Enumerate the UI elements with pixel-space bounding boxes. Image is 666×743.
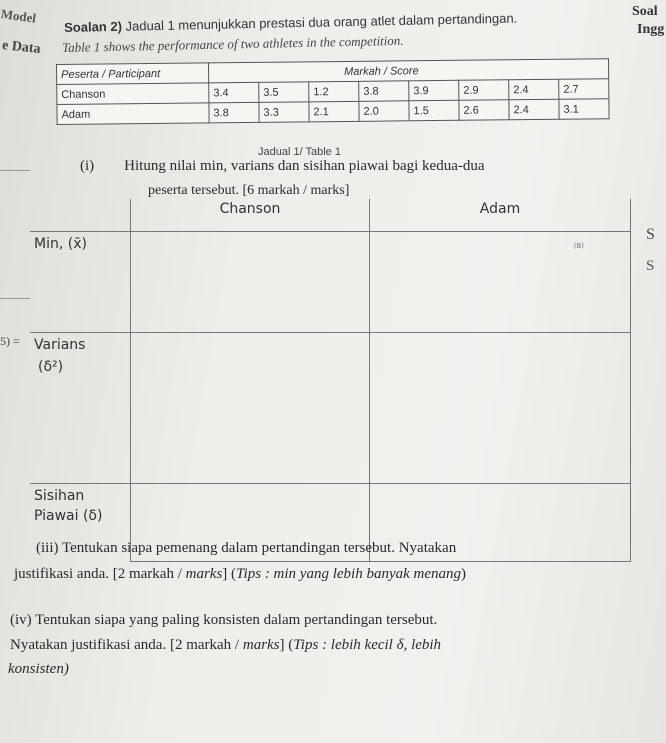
row-label-varians-symbol: (δ²): [38, 359, 64, 375]
part-iii-line2: [14, 566, 466, 583]
row-label-sisihan-text: Sisihan: [34, 488, 85, 504]
score-cell: 1.5: [409, 100, 459, 121]
score-cell: 3.3: [259, 102, 309, 123]
score-cell: 3.9: [409, 80, 459, 101]
margin-text-s2: S: [646, 258, 655, 274]
answer-cell-adam-min[interactable]: [370, 232, 631, 333]
row-label-varians-text: Varians: [34, 337, 86, 353]
table-caption: Jadual 1/ Table 1: [258, 146, 341, 158]
part-iii-tip: Tips : min yang lebih banyak menang: [236, 566, 462, 582]
score-cell: 2.6: [459, 100, 509, 121]
answer-cell-chanson-varians[interactable]: [131, 333, 370, 484]
row-label-varians: [30, 333, 131, 484]
part-iv-line1: (iv) Tentukan siapa yang paling konsisten dalam pertandingan tersebut.: [10, 612, 438, 628]
answer-cell-chanson-min[interactable]: [131, 232, 370, 333]
header-adam: Adam: [370, 199, 631, 232]
score-table: [56, 58, 610, 125]
part-iv-line2: [10, 637, 441, 654]
row-label-min: Min, (x̄): [30, 232, 131, 333]
score-cell: 2.1: [309, 101, 359, 122]
part-iv-text: Nyatakan justifikasi anda. [2 markah /: [10, 637, 243, 653]
part-iii-line1: (iii) Tentukan siapa pemenang dalam pertandingan tersebut. Nyatakan: [36, 540, 457, 556]
margin-text-model: Model: [0, 6, 38, 26]
empty-corner: [30, 199, 131, 232]
answer-table-header: [30, 199, 631, 232]
margin-rule: [0, 170, 30, 171]
question-number: Soalan 2): [64, 18, 123, 35]
part-i-text: Hitung nilai min, varians dan sisihan piawai bagi kedua-dua: [124, 158, 485, 174]
question-subheading: Table 1 shows the performance of two athletes in the competition.: [62, 32, 404, 55]
part-iv-line3: konsisten): [8, 661, 69, 677]
answer-table: [30, 199, 631, 562]
header-score: Markah / Score: [208, 59, 608, 83]
score-cell: 3.8: [359, 81, 409, 102]
question-heading-text: Jadual 1 menunjukkan prestasi dua orang atlet dalam pertandingan.: [125, 10, 518, 34]
row-label-piawai-text: Piawai (δ): [34, 508, 103, 524]
margin-text-s1: S: [646, 226, 655, 243]
table-row: [30, 333, 631, 484]
part-i-line1: [80, 158, 485, 175]
part-i-line2: peserta tersebut. [6 markah / marks]: [148, 183, 350, 198]
margin-text-soal: Soal: [632, 4, 658, 19]
part-i-label: (i): [80, 158, 95, 174]
score-cell: 2.4: [509, 99, 559, 120]
part-iv-marks: marks: [242, 637, 280, 653]
margin-rule: [0, 298, 30, 299]
margin-text-equation: 5) =: [0, 334, 20, 348]
part-iii-close: ): [461, 566, 467, 582]
tiny-mark: (B): [573, 242, 584, 250]
part-iii-bracket: ] (: [222, 566, 237, 582]
margin-text-data: e Data: [1, 38, 42, 57]
participant-name: Adam: [57, 103, 209, 125]
table-row: [30, 232, 631, 333]
score-cell: 3.4: [209, 82, 259, 103]
part-iv-tip: Tips : lebih kecil δ, lebih: [293, 637, 442, 653]
participant-name: Chanson: [57, 83, 209, 105]
question-heading: [64, 11, 517, 35]
score-cell: 3.8: [209, 102, 259, 123]
score-cell: 1.2: [309, 81, 359, 102]
score-cell: 2.9: [459, 80, 509, 101]
score-cell: 2.7: [559, 79, 609, 100]
header-chanson: Chanson: [131, 199, 370, 232]
margin-text-ingg: Ingg: [637, 22, 665, 37]
score-cell: 2.4: [509, 79, 559, 100]
score-cell: 3.1: [559, 99, 609, 120]
part-iii-marks: marks: [185, 566, 223, 582]
part-iv-bracket: ] (: [279, 637, 294, 653]
header-participant: Peserta / Participant: [57, 63, 209, 85]
answer-cell-adam-varians[interactable]: [370, 333, 631, 484]
part-iii-text: justifikasi anda. [2 markah /: [14, 566, 186, 582]
score-cell: 2.0: [359, 101, 409, 122]
score-cell: 3.5: [259, 82, 309, 103]
